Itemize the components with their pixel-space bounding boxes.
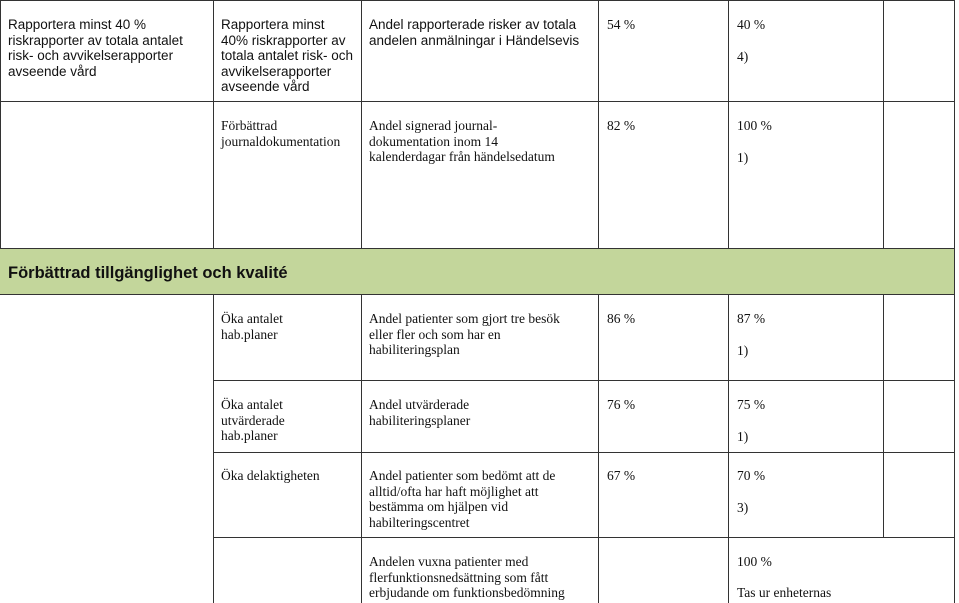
grid-line bbox=[0, 0, 1, 248]
row1-col4-result: 54 % bbox=[607, 17, 636, 32]
row4-col5-note: 1) bbox=[737, 429, 749, 444]
row4-col2-subgoal: Öka antalet utvärderade hab.planer bbox=[221, 397, 285, 443]
row4-col5-target: 75 % bbox=[737, 397, 766, 412]
row3-col4-result: 86 % bbox=[607, 311, 636, 326]
row3-col3-indicator: Andel patienter som gjort tre besök eller fler och som har en habiliteringsplan bbox=[369, 311, 560, 357]
row2-col5-target: 100 % bbox=[737, 118, 772, 133]
grid-line bbox=[361, 294, 362, 603]
grid-line bbox=[213, 294, 214, 603]
grid-line bbox=[954, 294, 955, 603]
grid-line bbox=[0, 294, 955, 295]
grid-line bbox=[361, 0, 362, 248]
grid-line bbox=[213, 452, 955, 453]
row1-col5-note: 4) bbox=[737, 49, 749, 64]
row1-col5-target: 40 % bbox=[737, 17, 766, 32]
row6-col5-target: 100 % bbox=[737, 554, 772, 569]
row5-col2-subgoal: Öka delaktigheten bbox=[221, 468, 320, 483]
grid-line bbox=[213, 0, 214, 248]
grid-line bbox=[0, 101, 955, 102]
row2-col4-result: 82 % bbox=[607, 118, 636, 133]
row4-col4-result: 76 % bbox=[607, 397, 636, 412]
row6-col5-note: Tas ur enheternas bbox=[737, 585, 832, 600]
row4-col3-indicator: Andel utvärderade habiliteringsplaner bbox=[369, 397, 471, 428]
row5-col4-result: 67 % bbox=[607, 468, 636, 483]
grid-line bbox=[213, 380, 955, 381]
grid-line bbox=[213, 537, 955, 538]
row3-col2-subgoal: Öka antalet hab.planer bbox=[221, 311, 283, 342]
row2-col2-subgoal: Förbättrad journaldokumentation bbox=[221, 118, 341, 149]
row3-col5-note: 1) bbox=[737, 343, 749, 358]
grid-line bbox=[954, 0, 955, 294]
section-title: Förbättrad tillgänglighet och kvalité bbox=[8, 264, 288, 282]
row1-col3-indicator: Andel rapporterade risker av totala andelen anmälningar i Händelsevis bbox=[369, 17, 580, 48]
grid-line bbox=[0, 248, 955, 249]
row3-col5-target: 87 % bbox=[737, 311, 766, 326]
row1-col1-goal: Rapportera minst 40 % riskrapporter av totala antalet risk- och avvikelserapporter avseende vård bbox=[8, 17, 183, 79]
grid-line bbox=[883, 294, 884, 537]
grid-line bbox=[598, 0, 599, 248]
row5-col5-target: 70 % bbox=[737, 468, 766, 483]
row1-col2-subgoal: Rapportera minst 40% riskrapporter av totala antalet risk- och avvikelserapporter avseende vård bbox=[221, 17, 354, 94]
row6-col3-indicator: Andelen vuxna patienter med flerfunktionsnedsättning som fått erbjudande om funktionsbedömning bbox=[369, 554, 565, 600]
row5-col3-indicator: Andel patienter som bedömt att de alltid/ofta har haft möjlighet att bestämma om hjälpen vid habilteringscentret bbox=[369, 468, 556, 530]
grid-line bbox=[0, 0, 955, 1]
grid-line bbox=[598, 294, 599, 603]
row5-col5-note: 3) bbox=[737, 500, 749, 515]
grid-line bbox=[883, 0, 884, 248]
row2-col5-note: 1) bbox=[737, 150, 749, 165]
row2-col3-indicator: Andel signerad journal- dokumentation inom 14 kalenderdagar från händelsedatum bbox=[369, 118, 555, 164]
grid-line bbox=[728, 0, 729, 248]
grid-line bbox=[728, 294, 729, 603]
